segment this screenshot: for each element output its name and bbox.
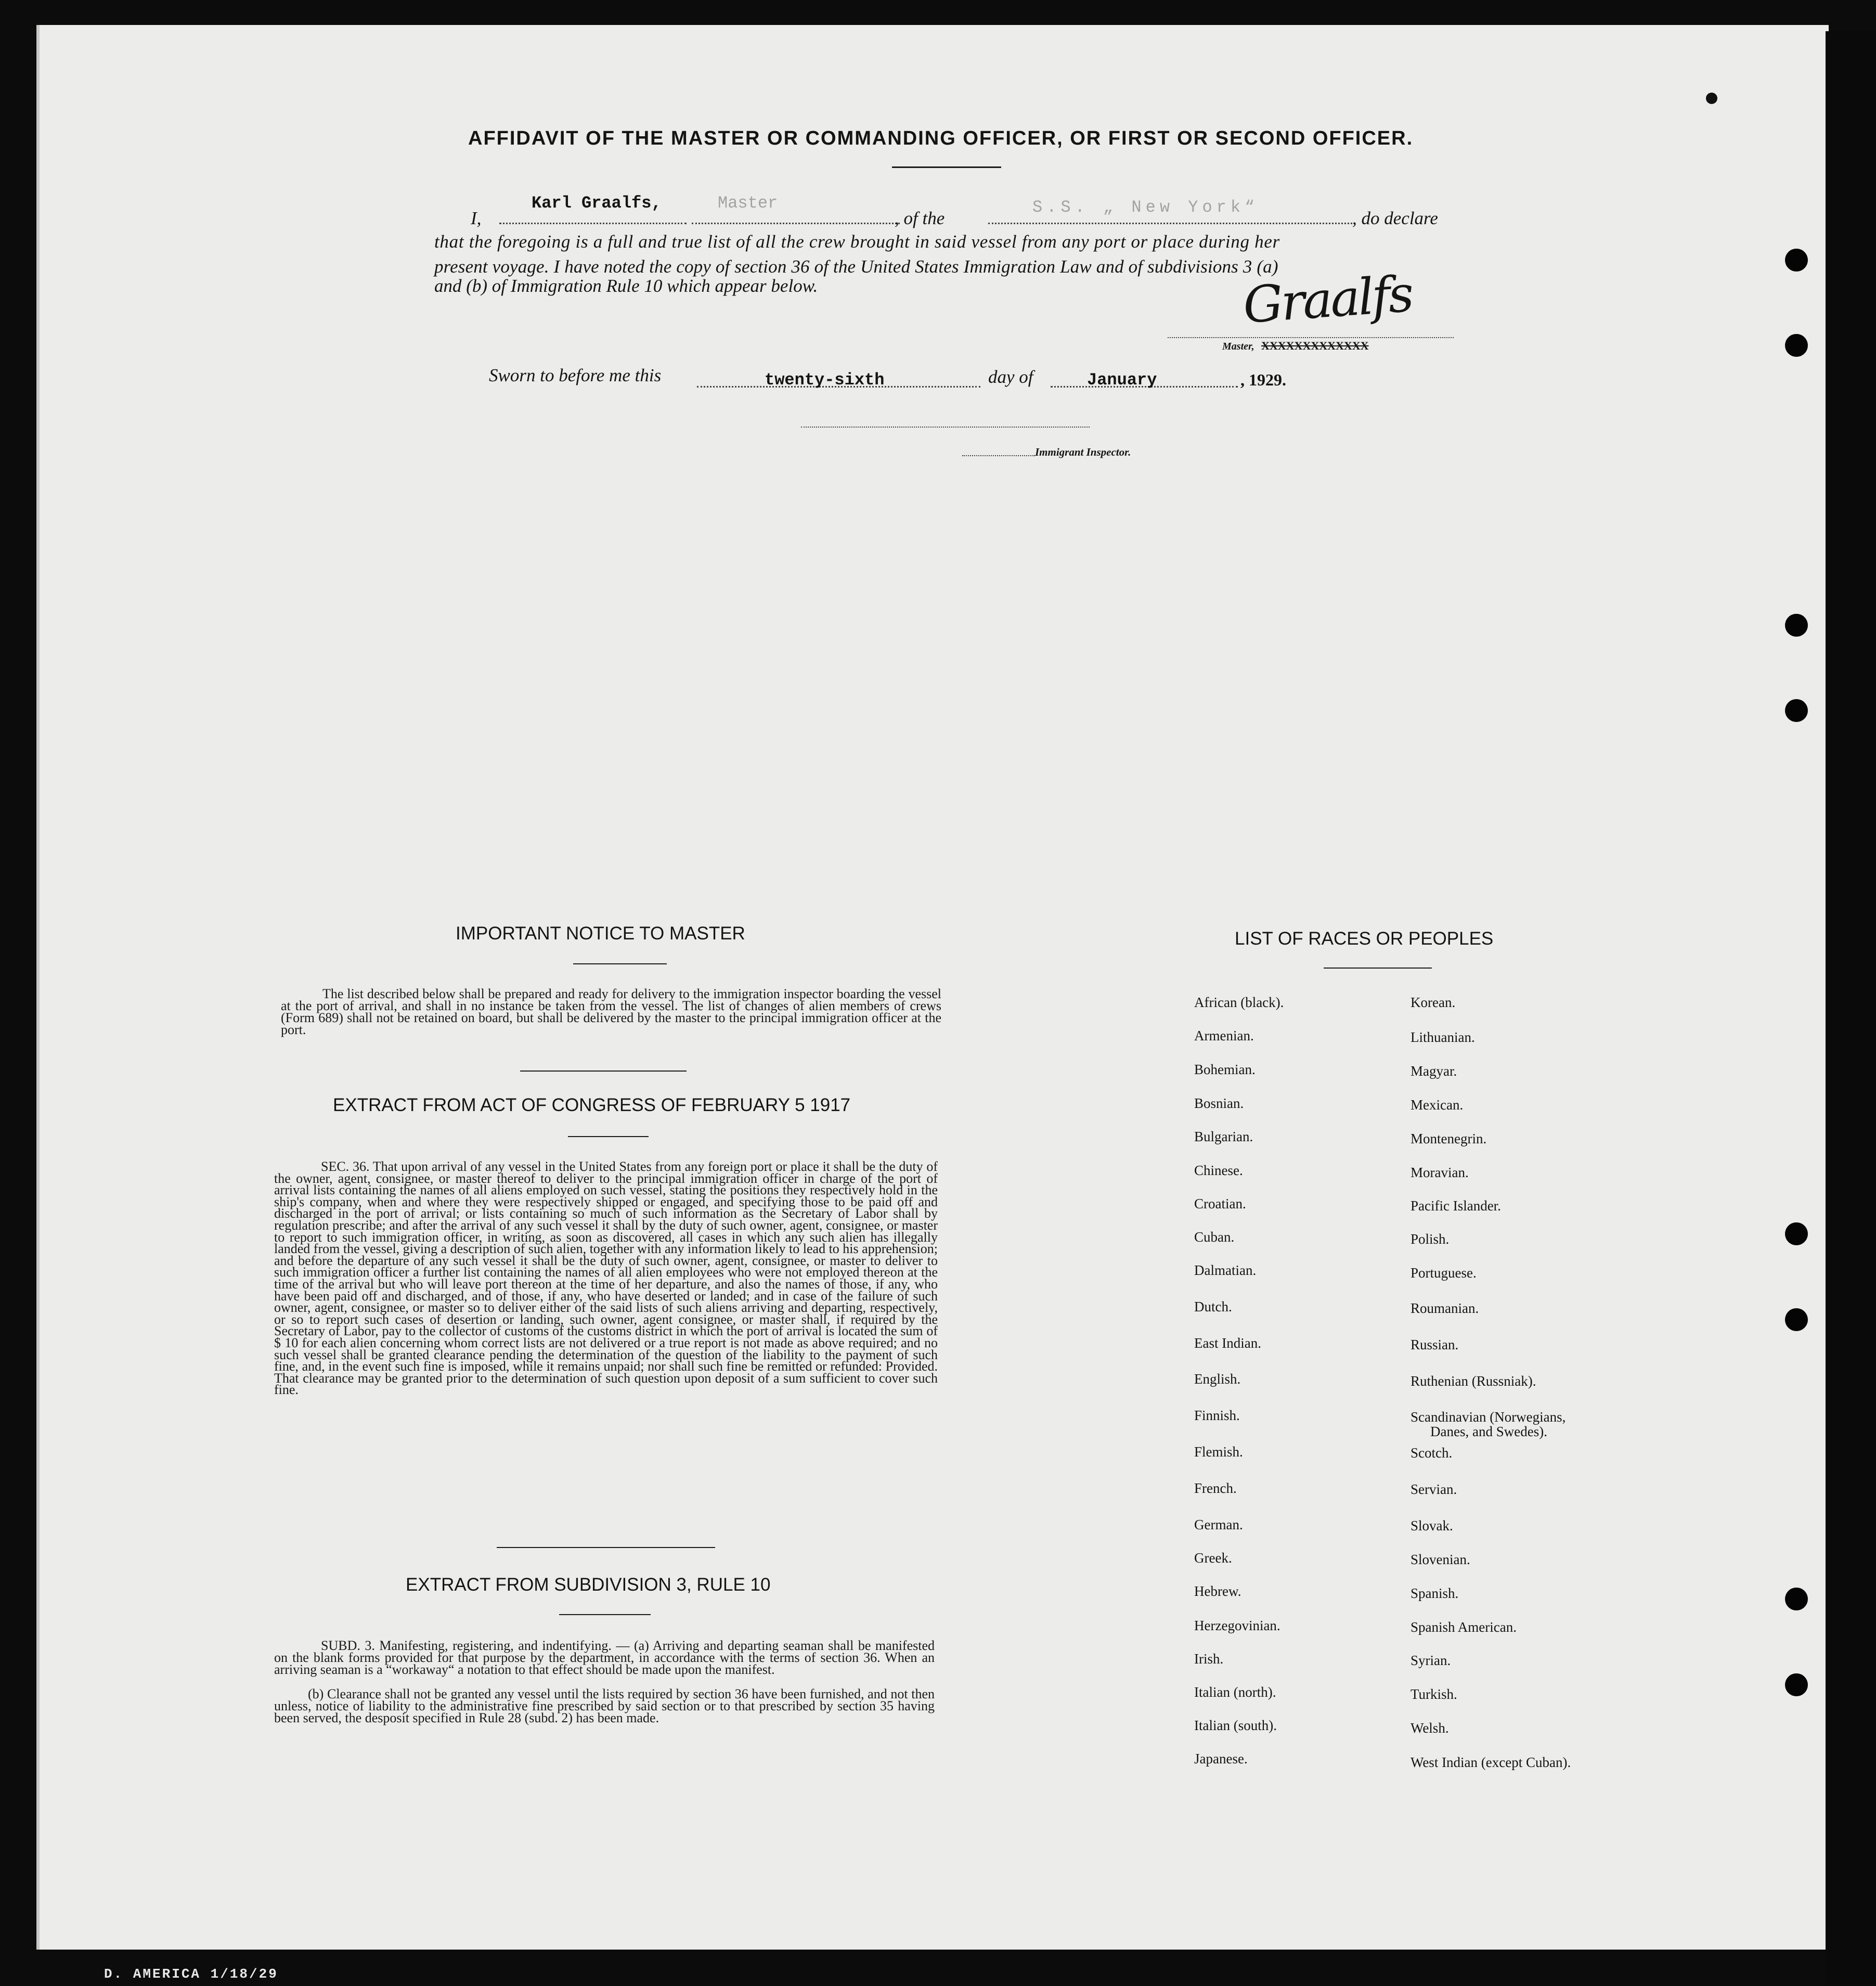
title-line xyxy=(692,223,900,224)
race-entry: Korean. xyxy=(1411,995,1456,1010)
notice-title: IMPORTANT NOTICE TO MASTER xyxy=(456,923,745,944)
corner-mark xyxy=(1706,93,1717,104)
master-label: Master, xyxy=(1222,341,1254,352)
sworn-month: January xyxy=(1087,370,1157,390)
race-entry: Dalmatian. xyxy=(1194,1262,1257,1278)
race-entry: Herzegovinian. xyxy=(1194,1618,1280,1633)
race-entry: Italian (south). xyxy=(1194,1718,1277,1733)
races-title: LIST OF RACES OR PEOPLES xyxy=(1235,928,1494,949)
race-entry: Flemish. xyxy=(1194,1444,1243,1460)
race-entry: Spanish American. xyxy=(1411,1619,1517,1635)
race-entry: Portuguese. xyxy=(1411,1265,1477,1281)
declaration-i: I, xyxy=(471,208,482,228)
race-entry: Greek. xyxy=(1194,1550,1232,1566)
name-line xyxy=(499,223,687,224)
race-entry: Turkish. xyxy=(1411,1686,1457,1702)
act-underline xyxy=(568,1136,649,1137)
race-entry: Russian. xyxy=(1411,1337,1459,1352)
master-name: Karl Graalfs, xyxy=(532,194,662,213)
race-entry: Bosnian. xyxy=(1194,1095,1244,1111)
race-entry: English. xyxy=(1194,1371,1241,1387)
race-entry: African (black). xyxy=(1194,995,1284,1010)
race-entry: Croatian. xyxy=(1194,1196,1246,1211)
race-entry: Bohemian. xyxy=(1194,1062,1256,1077)
punch-hole xyxy=(1785,1673,1808,1696)
race-entry: Syrian. xyxy=(1411,1653,1451,1668)
vessel-line xyxy=(988,223,1352,224)
signature-line xyxy=(1168,337,1454,338)
notice-divider xyxy=(520,1071,687,1072)
vessel-name: S.S. „ New York“ xyxy=(1032,198,1259,217)
rule-body-a: SUBD. 3. Manifesting, registering, and indentifying. — (a) Arriving and departing seaman shall be manifested on the blank forms provided for that purpose by the department, in accordance with the terms of section 36. When an arriving seaman is a “workaway“ a notation to that effect should be made upon the manifest. xyxy=(274,1638,935,1677)
do-declare-label: , do declare xyxy=(1352,208,1438,228)
act-divider xyxy=(497,1547,715,1548)
race-entry: Bulgarian. xyxy=(1194,1129,1253,1144)
affidavit-title: AFFIDAVIT OF THE MASTER OR COMMANDING OFFICER, OR FIRST OR SECOND OFFICER. xyxy=(468,127,1414,149)
day-of-label: day of xyxy=(988,367,1033,387)
inspector-label: Immigrant Inspector. xyxy=(1035,446,1131,458)
rule-title: EXTRACT FROM SUBDIVISION 3, RULE 10 xyxy=(406,1575,771,1595)
notice-body: The list described below shall be prepared and ready for delivery to the immigration inspector boarding the vessel at the port of arrival, and shall in no instance be taken from the vessel. The list of changes of alien members of crews (Form 689) shall not be retained on board, but shall be delivered by the master to the principal immigration officer at the port. xyxy=(281,986,941,1037)
master-signature: Graalfs xyxy=(1241,264,1414,335)
race-entry: Welsh. xyxy=(1411,1720,1449,1736)
scan-edge xyxy=(1826,31,1876,1986)
race-entry: French. xyxy=(1194,1480,1237,1496)
of-the-label: , of the xyxy=(895,208,945,228)
race-entry: Scotch. xyxy=(1411,1445,1453,1461)
punch-hole xyxy=(1785,1222,1808,1245)
race-entry: Moravian. xyxy=(1411,1165,1469,1180)
race-entry: German. xyxy=(1194,1517,1243,1532)
race-entry: Cuban. xyxy=(1194,1229,1235,1245)
race-entry: Hebrew. xyxy=(1194,1583,1241,1599)
punch-hole xyxy=(1785,699,1808,722)
race-entry: Mexican. xyxy=(1411,1097,1464,1113)
race-entry: Spanish. xyxy=(1411,1585,1459,1601)
title-underline xyxy=(892,166,1001,168)
sworn-prefix: Sworn to before me this xyxy=(489,365,662,385)
rule-underline xyxy=(559,1614,651,1615)
punch-hole xyxy=(1785,334,1808,357)
race-entry: Chinese. xyxy=(1194,1163,1243,1178)
punch-hole xyxy=(1785,614,1808,637)
race-entry: Japanese. xyxy=(1194,1751,1248,1766)
race-entry: Italian (north). xyxy=(1194,1684,1276,1700)
race-entry: Scandinavian (Norwegians, xyxy=(1411,1409,1566,1425)
struck-out-text: XXXXXXXXXXXXX xyxy=(1261,339,1369,352)
race-entry-continued: Danes, and Swedes). xyxy=(1430,1424,1547,1439)
declaration-line-2: that the foregoing is a full and true list of all the crew brought in said vessel from any port or place during her xyxy=(434,231,1280,252)
race-entry: Finnish. xyxy=(1194,1408,1240,1423)
inspector-line xyxy=(962,455,1035,456)
races-underline xyxy=(1324,968,1432,969)
sworn-year: , 1929. xyxy=(1240,370,1286,389)
race-entry: Lithuanian. xyxy=(1411,1029,1475,1045)
race-entry: Dutch. xyxy=(1194,1299,1232,1314)
rule-body-b: (b) Clearance shall not be granted any vessel until the lists required by section 36 have been furnished, and not then unless, notice of liability to the administrative fine prescribed by said section or to that prescribed by section 35 having been served, the desposit specified in Rule 28 (subd. 2) has been made. xyxy=(274,1686,935,1725)
notice-underline xyxy=(573,963,667,964)
footer-stamp: D. AMERICA 1/18/29 xyxy=(104,1966,278,1982)
sworn-day: twenty-sixth xyxy=(765,370,885,390)
race-entry: Montenegrin. xyxy=(1411,1131,1487,1146)
race-entry: Servian. xyxy=(1411,1481,1457,1497)
race-entry: Pacific Islander. xyxy=(1411,1198,1501,1214)
punch-hole xyxy=(1785,249,1808,272)
race-entry: Slovenian. xyxy=(1411,1552,1470,1567)
race-entry: Magyar. xyxy=(1411,1063,1457,1079)
race-entry: West Indian (except Cuban). xyxy=(1411,1755,1571,1770)
master-title: Master xyxy=(718,194,778,213)
punch-hole xyxy=(1785,1588,1808,1610)
inspector-signature-line xyxy=(801,427,1090,428)
race-entry: Slovak. xyxy=(1411,1518,1453,1533)
race-entry: East Indian. xyxy=(1194,1335,1261,1351)
declaration-line-3: present voyage. I have noted the copy of section 36 of the United States Immigration Law and of subdivisions 3 (a) xyxy=(434,256,1278,277)
act-body: SEC. 36. That upon arrival of any vessel in the United States from any foreign port or place it shall be the duty of the owner, agent, consignee, or master thereof to deliver to the principal immigration officer in charge of the port of arrival lists containing the names of all aliens employed on such vessel, stating the positions they respectively hold in the ship's company, when and where they were respectively shipped or engaged, and specifying those to be paid off and discharged in the port of arrival; or lists containing so much of such information as the Secretary of Labor shall by regulation prescribe; and after the arrival of any such vessel it shall by the duty of such owner, agent, consignee, or master to report to such immigration officer, in writing, as soon as discovered, all cases in which any such alien has illegally landed from the vessel, giving a description of such alien, together with any information likely to lead to his apprehension; and before the departure of any such vessel it shall be the duty of such owner, agent, consignee, or master to deliver to such immigration officer a further list containing the names of all alien employees who were not employed thereon at the time of the arrival but who will leave port thereon at the time of her departure, and also the names of those, if any, who have been paid off and discharged, and of those, if any, who have deserted or landed; and in case of the failure of such owner, agent, consignee, or master so to deliver either of the said lists of such aliens arriving and departing, respectively, or so to report such cases of desertion or landing, such owner, agent consignee, or master shall, if required by the Secretary of Labor, pay to the collector of customs of the customs district in which the port of arrival is located the sum of $ 10 for each alien concerning whom correct lists are not delivered or a true report is not made as above required; and no such vessel shall be granted clearance pending the determination of the question of the liability to the payment of such fine, and, in the event such fine is imposed, while it remains unpaid; nor shall such fine be remitted or refunded: Provided. That clearance may be granted prior to the determination of such question upon deposit of a sum sufficient to cover such fine. xyxy=(274,1159,938,1398)
punch-hole xyxy=(1785,1308,1808,1331)
race-entry: Roumanian. xyxy=(1411,1300,1479,1316)
race-entry: Armenian. xyxy=(1194,1028,1254,1043)
race-entry: Irish. xyxy=(1194,1651,1224,1667)
act-title: EXTRACT FROM ACT OF CONGRESS OF FEBRUARY 5 1917 xyxy=(333,1095,851,1115)
race-entry: Polish. xyxy=(1411,1231,1450,1247)
race-entry: Ruthenian (Russniak). xyxy=(1411,1373,1536,1389)
declaration-line-4: and (b) of Immigration Rule 10 which appear below. xyxy=(434,276,818,296)
